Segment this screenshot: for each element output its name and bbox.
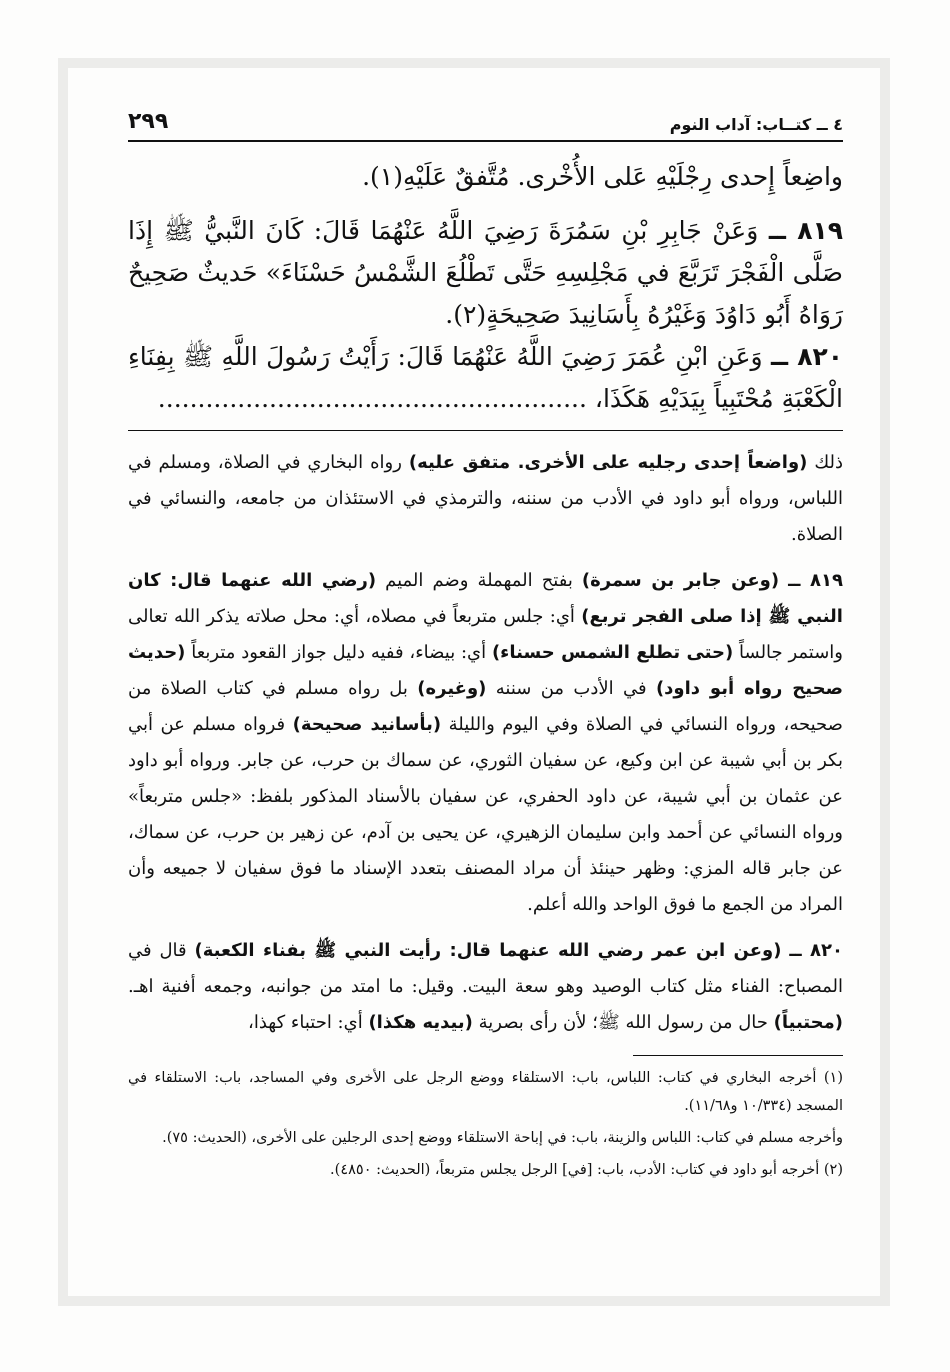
commentary-text: أي: جلس متربعاً في مصلاه، أي: محل صلاته يذكر الله تعالى واستمر جالساً (128, 606, 844, 663)
quoted-text: (وغيره) (417, 678, 487, 699)
chapter-title: ٤ ــ كتــاب: آداب النوم (669, 115, 843, 134)
commentary-text: بل رواه مسلم في كتاب الصلاة من صحيحه، ورواه النسائي في الصلاة وفي اليوم والليلة (128, 678, 843, 735)
footnote-1-continued: وأخرجه مسلم في كتاب: اللباس والزينة، باب: في إباحة الاستلقاء ووضع إحدى الرجلين على الأخرى، (الحديث: ٧٥). (162, 1130, 843, 1146)
commentary-text: ذلك (814, 452, 843, 473)
section-divider (128, 430, 843, 431)
hadith-body: وَعَنِ ابْنِ عُمَرَ رَضِيَ اللَّهُ عَنْهُمَا قَالَ: رَأَيْتُ رَسُولَ اللَّهِ ﷺ بِفِنَاءِ الْكَعْبَةِ مُحْتَبِياً بِيَدَيْهِ هَكَذَا، (128, 342, 843, 413)
hadith-number: ٨١٩ ــ (788, 570, 843, 591)
footnote-1: (١) أخرجه البخاري في كتاب: اللباس، باب: الاستلقاء ووضع الرجل على الأخرى وفي المساجد، باب: الاستلقاء في المسجد (١٠/٣٣٤ و١١/٦٨). (128, 1070, 843, 1114)
quoted-text: (وعن ابن عمر رضي الله عنهما قال: رأيت النبي ﷺ بفناء الكعبة) (194, 940, 782, 961)
commentary-text: أي: بيضاء، ففيه دليل جواز القعود متربعاً (191, 642, 487, 663)
commentary-text: حال من رسول الله ﷺ؛ لأن رأى بصرية (478, 1012, 768, 1033)
commentary-paragraph (128, 445, 843, 553)
footnote-2: (٢) أخرجه أبو داود في كتاب: الأدب، باب: [في] الرجل يجلس متربعاً، (الحديث: ٤٨٥٠). (330, 1162, 843, 1178)
quoted-text: (حتى تطلع الشمس حسناء) (491, 642, 734, 663)
hadith-818-end: واضِعاً إِحدى رِجْلَيْهِ عَلى الأُخْرى. مُتَّفقٌ عَلَيْهِ(١). (362, 162, 843, 191)
commentary-paragraph-819 (128, 563, 843, 923)
quoted-text: (حديث صحيح رواه أبو داود) (128, 642, 843, 699)
hadith-819 (128, 210, 843, 336)
footnote-divider (633, 1055, 843, 1056)
hadith-number: ٨٢٠ ــ (789, 940, 843, 961)
hadith-820 (128, 336, 843, 420)
running-header (128, 100, 843, 142)
hadith-number: ٨١٩ ــ (768, 216, 843, 245)
commentary-text: قال في المصباح: الفناء مثل كتاب الوصيد وهو سعة البيت. وقيل: ما امتد من جوانبه، وجمعه أفنية اهـ. (128, 940, 843, 997)
commentary-text: في الأدب من سننه (495, 678, 647, 699)
quoted-text: (واضعاً إحدى رجليه على الأخرى. متفق عليه) (408, 452, 808, 473)
footnotes (128, 1064, 843, 1184)
hadith-number: ٨٢٠ ــ (770, 342, 843, 371)
commentary-section (128, 445, 843, 1041)
quoted-text: (وعن جابر بن سمرة) (581, 570, 780, 591)
quoted-text: (رضي الله عنهما قال: كان النبي ﷺ إذا صلى الفجر تربع) (128, 570, 843, 627)
quoted-text: (محتبياً) (773, 1012, 843, 1033)
hadith-body: وَعَنْ جَابِرِ بْنِ سَمُرَةَ رَضِيَ اللَّهُ عَنْهُمَا قَالَ: كَانَ النَّبيُّ ﷺ إِذَا صَلَّى الْفَجْرَ تَرَبَّعَ في مَجْلِسِهِ حَتَّى تَطْلُعَ الشَّمْسُ حَسْنَاءَ» حَديثٌ صَحِيحٌ رَوَاهُ أَبُو دَاوُدَ وَغَيْرُهُ بِأَسَانِيدَ صَحِيحَةٍ(٢). (128, 216, 843, 329)
commentary-text: أي: احتباء كهذا، (248, 1012, 363, 1033)
commentary-text: فرواه مسلم عن أبي بكر بن أبي شيبة عن ابن وكيع، عن سفيان الثوري، عن سماك بن حرب، عن جابر. ورواه أبو داود عن عثمان بن أبي شيبة، عن داود الحفري، عن سفيان بالأسناد المذكور بلفظ: «جلس متربعاً» ورواه النسائي عن أحمد وابن سليمان الزهيري، عن يحيى بن آدم، عن زهير بن حرب، عن سماك، عن جابر قاله المزي: وظهر حينئذ أن مراد المصنف بتعدد الإسناد ما فوق سفيان لا جميعه وأن المراد من الجمع ما فوق الواحد والله أعلم. (128, 714, 843, 915)
page-content (128, 100, 843, 1188)
commentary-paragraph-820 (128, 933, 843, 1041)
ellipsis-dots: ...................................................... (157, 384, 587, 413)
quoted-text: (بيديه هكذا) (368, 1012, 473, 1033)
commentary-text: رواه البخاري في الصلاة، ومسلم في اللباس، ورواه أبو داود في الأدب من سننه، والترمذي في الاستئذان من جامعه، والنسائي في الصلاة. (128, 452, 843, 545)
page-number: ٢٩٩ (128, 109, 169, 134)
hadith-text-section (128, 156, 843, 420)
quoted-text: (بأسانيد صحيحة) (292, 714, 442, 735)
commentary-text: بفتح المهملة وضم الميم (385, 570, 573, 591)
